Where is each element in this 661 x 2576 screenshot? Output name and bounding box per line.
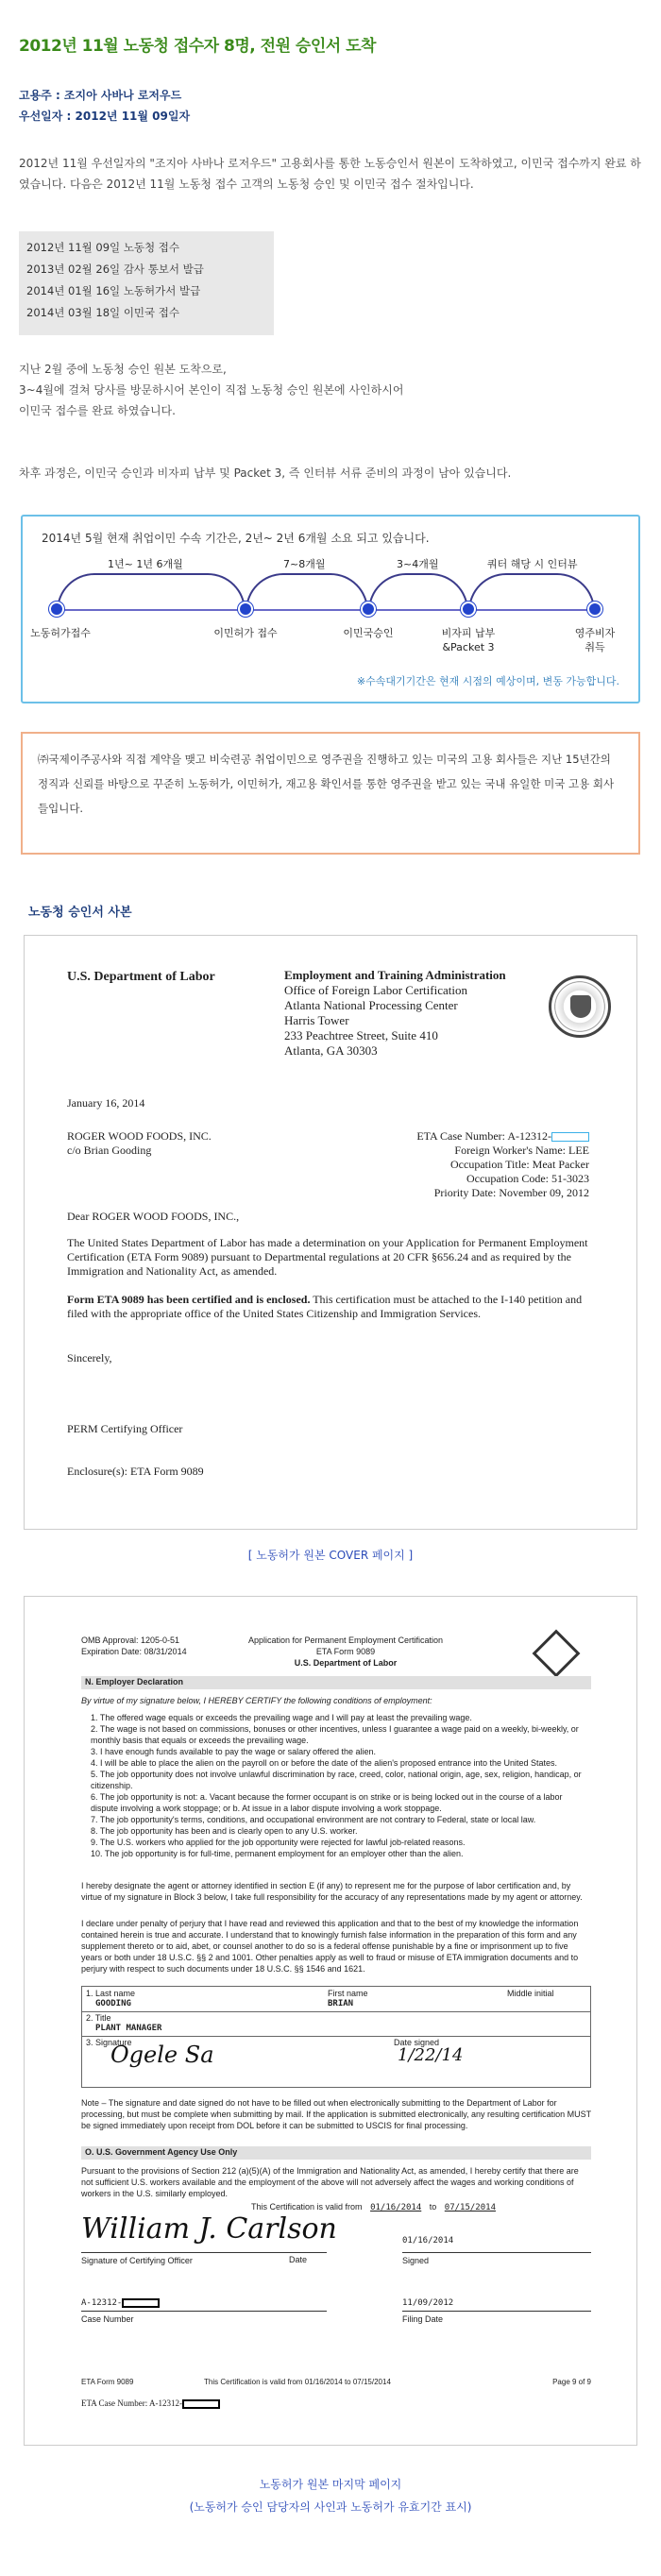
status-paragraph — [19, 359, 642, 421]
timeline-dot — [461, 602, 476, 617]
history-item: 2014년 03월 18일 이민국 접수 — [26, 306, 180, 319]
form-caption-sub: (노동허가 승인 담당자의 사인과 노동허가 유효기간 표시) — [189, 2500, 472, 2514]
officer-signature: William J. Carlson — [81, 2212, 337, 2246]
condition-item: 10. The job opportunity is for full-time, permanent employment for an employer other than the alien. — [91, 1849, 464, 1858]
addressee-line: c/o Brian Gooding — [67, 1144, 152, 1157]
date-signed-label: Date signed — [394, 2038, 440, 2047]
pursuant-text: Pursuant to the provisions of Section 212 (a)(5)(A) of the Immigration and Nationality Act, as amended, I hereby certify that there are not sufficient U.S. workers available and the employment of the above will not adversely affect the wages and working conditions of workers in the U.S. similarly employed. — [81, 2166, 579, 2198]
case-line: Priority Date: November 09, 2012 — [433, 1186, 589, 1199]
status-line: 이민국 접수를 완료 하였습니다. — [19, 404, 176, 417]
redaction-box — [122, 2298, 160, 2308]
status-line: 지난 2월 중에 노동청 승인 원본 도착으로, — [19, 363, 227, 376]
case-number-value: A-12312- — [81, 2298, 123, 2308]
timeline-period: 7~8개월 — [280, 556, 329, 571]
dept-name: U.S. Department of Labor — [67, 970, 215, 984]
timeline-dot — [361, 602, 376, 617]
designate-text: I hereby designate the agent or attorney identified in section E (if any) to represent me for the purpose of labor certification and, by virtue of my signature in Block 3 below, I take full responsibility for the accuracy of any representations made by my agent or attorney. — [81, 1881, 583, 1902]
admin-line: Harris Tower — [284, 1013, 349, 1027]
condition-item: 2. The wage is not based on commissions, bonuses or other incentives, unless I guarantee a wage paid on a weekly, bi-weekly, or monthly basis that equals or exceeds the prevailing wage. — [91, 1724, 579, 1745]
status-line: 3~4월에 걸쳐 당사를 방문하시어 본인이 직접 노동청 승인 원본에 사인하시어 — [19, 383, 404, 397]
form-caption: 노동허가 원본 마지막 페이지 — [259, 2478, 402, 2491]
employer-signed-date: 1/22/14 — [398, 2045, 464, 2065]
timeline-arc — [57, 573, 246, 611]
case-number-line — [81, 2297, 327, 2309]
footer-case: ETA Case Number: A-12312- — [81, 2398, 183, 2408]
footer-case-line — [81, 2398, 591, 2409]
redaction-box — [551, 1132, 589, 1142]
case-line: Occupation Title: Meat Packer — [450, 1158, 589, 1171]
process-timeline — [21, 515, 640, 703]
timeline-stage: 이민허가 접수 — [213, 627, 278, 639]
admin-title: Employment and Training Administration — [284, 968, 506, 982]
letter-paragraph — [67, 1293, 605, 1321]
company-note-box: ㈜국제이주공사와 직접 계약을 맺고 비숙련공 취업이민으로 영주권을 진행하고 있는 미국의 고용 회사들은 지난 15년간의 정직과 신뢰를 바탕으로 꾸준히 노동허가, 이민허가, 재고용 확인서를 통한 영주권을 받고 있는 국내 유일한 미국 고용 회사들입니다. — [21, 732, 640, 855]
cover-letter-document — [24, 935, 637, 1530]
last-name-label: 1. Last name — [86, 1989, 136, 1998]
form-dept: U.S. Department of Labor — [294, 1658, 398, 1668]
employer-signature-table — [81, 1986, 591, 2088]
intro-paragraph: 2012년 11월 우선일자의 "조지아 사바나 로저우드" 고용회사를 통한 노동승인서 원본이 도착하였고, 이민국 접수까지 완료 하였습니다. 다음은 2012년 11월 노동청 접수 고객의 노동청 승인 및 이민국 접수 절차입니다. — [19, 157, 641, 191]
condition-item: 1. The offered wage equals or exceeds the prevailing wage and I will pay at least the prevailing wage. — [91, 1713, 472, 1722]
admin-line: Atlanta, GA 30303 — [284, 1043, 378, 1058]
case-line: Occupation Code: 51-3023 — [466, 1172, 589, 1185]
timeline-stage: 노동허가접수 — [30, 627, 91, 639]
declaration-intro: By virtue of my signature below, I HEREBY CERTIFY the following conditions of employment: — [81, 1696, 432, 1705]
signer: PERM Certifying Officer — [67, 1422, 183, 1435]
timeline-arc — [246, 573, 368, 611]
valid-to: 07/15/2014 — [444, 2203, 496, 2212]
letter-text: This certification must be attached to the I-140 petition and filed with the appropriate office of the United States Citizenship and Immigration Services. — [67, 1293, 583, 1320]
timeline-dot — [238, 602, 253, 617]
timeline-arc — [368, 573, 468, 611]
middle-initial-label: Middle initial — [507, 1989, 554, 1998]
condition-item: 4. I will be able to place the alien on the payroll on or before the date of the alien's proposed entrance into the United States. — [91, 1758, 558, 1768]
closing: Sincerely, — [67, 1351, 112, 1364]
validity-label: This Certification is valid from — [251, 2202, 363, 2212]
dol-logo-icon — [533, 1630, 581, 1678]
case-number-label: Case Number — [81, 2311, 327, 2325]
section-n-header: N. Employer Declaration — [81, 1676, 591, 1689]
declare-text: I declare under penalty of perjury that I have read and reviewed this application and that to the best of my knowledge the information contained herein is true and accurate. I understand that to knowingly furnish false information in the preparation of this form and any supplement thereto or to aid, abet, or counsel another to do so is a federal offense punishable by a fine or imprisonment up to five years or both under 18 U.S.C. §§ 2 and 1001. Other penalties apply as well to fraud or misuse of ETA immigration documents and to perjury with respect to such documents under 18 U.S.C. §§ 1546 and 1621. — [81, 1919, 579, 1974]
filing-date: 11/09/2012 — [402, 2298, 454, 2308]
next-steps-paragraph: 차후 과정은, 이민국 승인과 비자피 납부 및 Packet 3, 즉 인터뷰 서류 준비의 과정이 남아 있습니다. — [19, 466, 512, 480]
timeline-arc — [468, 573, 595, 611]
signature-label: 3. Signature — [86, 2038, 132, 2047]
dol-seal-icon — [549, 975, 611, 1038]
history-item: 2014년 01월 16일 노동허가서 발급 — [26, 284, 201, 297]
signed-label: Signed — [402, 2252, 591, 2266]
footer-validity: This Certification is valid from 01/16/2014 to 07/15/2014 — [204, 2378, 391, 2386]
history-item: 2013년 02월 26일 감사 통보서 발급 — [26, 263, 204, 276]
first-name-value: BRIAN — [328, 1999, 354, 2008]
enclosure: Enclosure(s): ETA Form 9089 — [67, 1465, 204, 1478]
first-name-label: First name — [328, 1989, 368, 1998]
note-text: Note – The signature and date signed do not have to be filled out when electronically submitting to the Department of Labor for processing, but must be complete when submitting by mail. If the application is submitted electronically, any resulting certification MUST be signed immediately upon receipt from DOL before it can be submitted to USCIS for final processing. — [81, 2098, 591, 2130]
section-title: 노동청 승인서 사본 — [28, 906, 132, 920]
admin-line: Office of Foreign Labor Certification — [284, 983, 467, 997]
title-value: PLANT MANAGER — [95, 2024, 162, 2033]
condition-item: 5. The job opportunity does not involve unlawful discrimination by race, creed, color, national origin, age, sex, religion, handicap, or citizenship. — [91, 1770, 582, 1790]
case-line: ETA Case Number: A-12312- — [416, 1129, 551, 1143]
condition-item: 3. I have enough funds available to pay the wage or salary offered the alien. — [91, 1747, 377, 1756]
admin-line: Atlanta National Processing Center — [284, 998, 458, 1012]
page-title: 2012년 11월 노동청 접수자 8명, 전원 승인서 도착 — [19, 37, 376, 56]
date-label: Date — [289, 2255, 308, 2264]
certified-statement: Form ETA 9089 has been certified and is enclosed. — [67, 1293, 311, 1306]
employer-signature: Ogele Sa — [110, 2042, 214, 2068]
form-name: ETA Form 9089 — [315, 1647, 376, 1656]
case-line: Foreign Worker's Name: LEE — [454, 1144, 589, 1157]
signed-date: 01/16/2014 — [402, 2236, 454, 2246]
priority-date-label: 우선일자 : 2012년 11월 09일자 — [19, 110, 191, 123]
letter-date: January 16, 2014 — [67, 1096, 145, 1110]
condition-item: 9. The U.S. workers who applied for the job opportunity were rejected for lawful job-related reasons. — [91, 1838, 466, 1847]
addressee-line: ROGER WOOD FOODS, INC. — [67, 1129, 212, 1143]
addressee — [67, 1129, 212, 1158]
salutation: Dear ROGER WOOD FOODS, INC., — [67, 1210, 240, 1223]
conditions-list — [91, 1712, 591, 1859]
section-o-header: O. U.S. Government Agency Use Only — [81, 2146, 591, 2160]
filing-label: Filing Date — [402, 2311, 591, 2325]
officer-sig-label: Signature of Certifying Officer — [81, 2252, 327, 2266]
admin-line: 233 Peachtree Street, Suite 410 — [284, 1028, 438, 1042]
employer-label: 고용주 : 조지아 사바나 로저우드 — [19, 89, 182, 102]
table-divider — [82, 2011, 590, 2012]
app-title: Application for Permanent Employment Certification — [247, 1635, 444, 1645]
condition-item: 8. The job opportunity has been and is clearly open to any U.S. worker. — [91, 1826, 358, 1836]
expiration-date: Expiration Date: 08/31/2014 — [81, 1647, 187, 1656]
timeline-period: 쿼터 해당 시 인터뷰 — [483, 556, 582, 571]
timeline-stage: 비자피 납부 &Packet 3 — [441, 627, 496, 653]
condition-item: 6. The job opportunity is not: a. Vacant because the former occupant is on strike or is being locked out in the course of a labor dispute involving a work stoppage; or b. At issue in a labor dispute involving a work stoppage. — [91, 1792, 563, 1813]
timeline-stage: 이민국승인 — [343, 627, 394, 639]
admin-address — [284, 968, 506, 1059]
timeline-dot — [49, 602, 64, 617]
timeline-headline: 2014년 5월 현재 취업이민 수속 기간은, 2년~ 2년 6개월 소요 되고 있습니다. — [42, 532, 430, 545]
valid-from: 01/16/2014 — [370, 2203, 422, 2212]
footer-page: Page 9 of 9 — [552, 2378, 591, 2386]
timeline-stage: 영주비자 취득 — [574, 627, 616, 653]
history-box — [19, 231, 274, 335]
validity-line: This Certification is valid from 01/16/2014 to 07/15/2014 — [251, 2202, 496, 2212]
cover-caption: [ 노동허가 원본 COVER 페이지 ] — [247, 1549, 414, 1562]
eta-form-document — [24, 1596, 637, 2446]
last-name-value: GOODING — [95, 1999, 131, 2008]
redaction-box — [182, 2399, 220, 2409]
table-divider — [82, 2036, 590, 2037]
omb-approval: OMB Approval: 1205-0-51 — [81, 1635, 180, 1645]
page-footer — [81, 2377, 591, 2388]
footer-form: ETA Form 9089 — [81, 2378, 134, 2386]
letter-paragraph: The United States Department of Labor has made a determination on your Application for Permanent Employment Certification (ETA Form 9089) pursuant to Departmental regulations at 20 CFR §656.24 and as required by the Immigration and Nationality Act, as amended. — [67, 1236, 588, 1278]
condition-item: 7. The job opportunity's terms, conditions, and occupational environment are not contrary to Federal, state or local law. — [91, 1815, 536, 1824]
timeline-note: ※수속대기기간은 현재 시점의 예상이며, 변동 가능합니다. — [356, 675, 619, 687]
timeline-period: 1년~ 1년 6개월 — [104, 556, 187, 571]
case-details — [416, 1129, 589, 1200]
history-item: 2012년 11월 09일 노동청 접수 — [26, 241, 180, 254]
timeline-period: 3~4개월 — [393, 556, 442, 571]
timeline-dot — [587, 602, 602, 617]
title-label: 2. Title — [86, 2013, 111, 2023]
